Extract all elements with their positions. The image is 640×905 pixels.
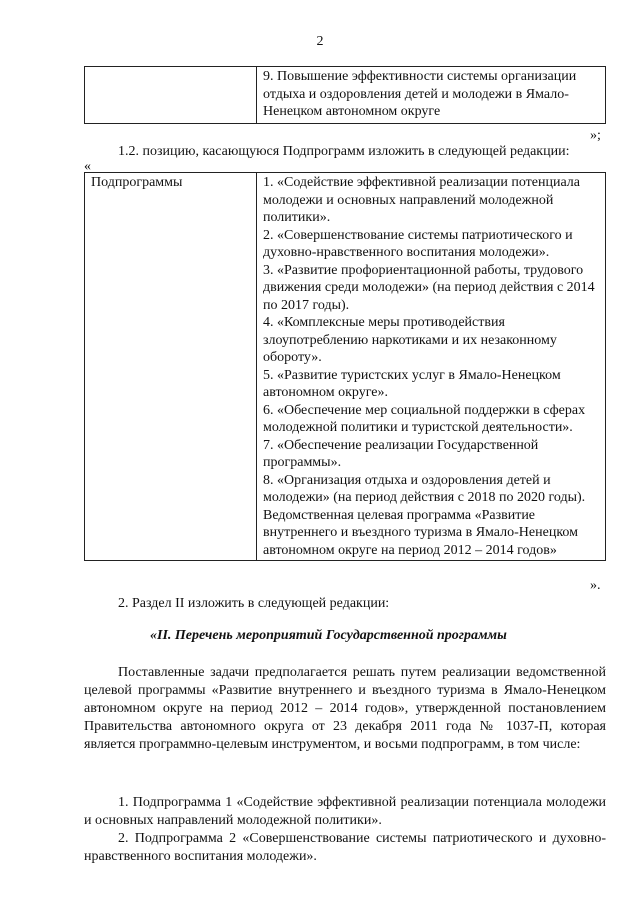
list-item: 6. «Обеспечение мер социальной поддержки в сферах молодежной политики и туристской деятельности». <box>263 402 586 435</box>
list-item: 4. «Комплексные меры противодействия злоупотреблению наркотиками и их незаконному обороту». <box>263 315 557 365</box>
list-item: 5. «Развитие туристских услуг в Ямало-Ненецком автономном округе». <box>263 367 561 400</box>
close-quote-dot: ». <box>590 578 601 593</box>
table-row <box>85 67 606 124</box>
list-item: 8. «Организация отдыха и оздоровления детей и молодежи» (на период действия с 2018 по 2020 годы). <box>263 472 586 505</box>
paragraph-2: 2. Раздел II изложить в следующей редакции: <box>118 596 390 611</box>
list-item: 3. «Развитие профориентационной работы, трудового движения среди молодежи» (на период действия с 2014 по 2017 годы). <box>263 262 595 313</box>
open-quote: « <box>84 159 91 174</box>
table-cell-item9: 9. Повышение эффективности системы организации отдыха и оздоровления детей и молодежи в Ямало-Ненецком автономном округе <box>257 67 606 124</box>
section-title: «II. Перечень мероприятий Государственной программы <box>150 628 507 643</box>
list-item: Ведомственная целевая программа «Развитие внутреннего и въездного туризма в Ямало-Ненецком автономном округе на период 2012 – 2014 годов» <box>263 507 578 558</box>
close-quote-semicolon: »; <box>590 128 601 143</box>
table-row <box>85 173 606 561</box>
list-item: 1. «Содействие эффективной реализации потенциала молодежи и основных направлений молодежной политики». <box>263 175 581 225</box>
list-item: 2. «Совершенствование системы патриотического и духовно-нравственного воспитания молодежи». <box>263 227 573 260</box>
subprograms-list <box>257 173 606 561</box>
body-paragraph: Поставленные задачи предполагается решать путем реализации ведомственной целевой программы «Развитие внутреннего и въездного туризма в Ямало-Ненецком автономном округе на период 2012 – 2014 годов», утвержденной постановлением Правительства автономного округа от 23 декабря 2011 года № 1037-П, которая является программно-целевым инструментом, и восьми подпрограмм, в том числе: <box>84 665 606 752</box>
list-item-2: 2. Подпрограмма 2 «Совершенствование системы патриотического и духовно-нравственного воспитания молодежи». <box>84 831 606 864</box>
subprograms-table <box>84 172 606 561</box>
list-item-1: 1. Подпрограмма 1 «Содействие эффективной реализации потенциала молодежи и основных направлений молодежной политики». <box>84 795 606 828</box>
subprograms-label: Подпрограммы <box>85 173 257 561</box>
table-cell-empty <box>85 67 257 124</box>
paragraph-1-2: 1.2. позицию, касающуюся Подпрограмм изложить в следующей редакции: <box>118 144 570 159</box>
table-top-continuation <box>84 66 606 124</box>
list-item: 7. «Обеспечение реализации Государственной программы». <box>263 437 539 470</box>
page-number: 2 <box>316 34 324 49</box>
